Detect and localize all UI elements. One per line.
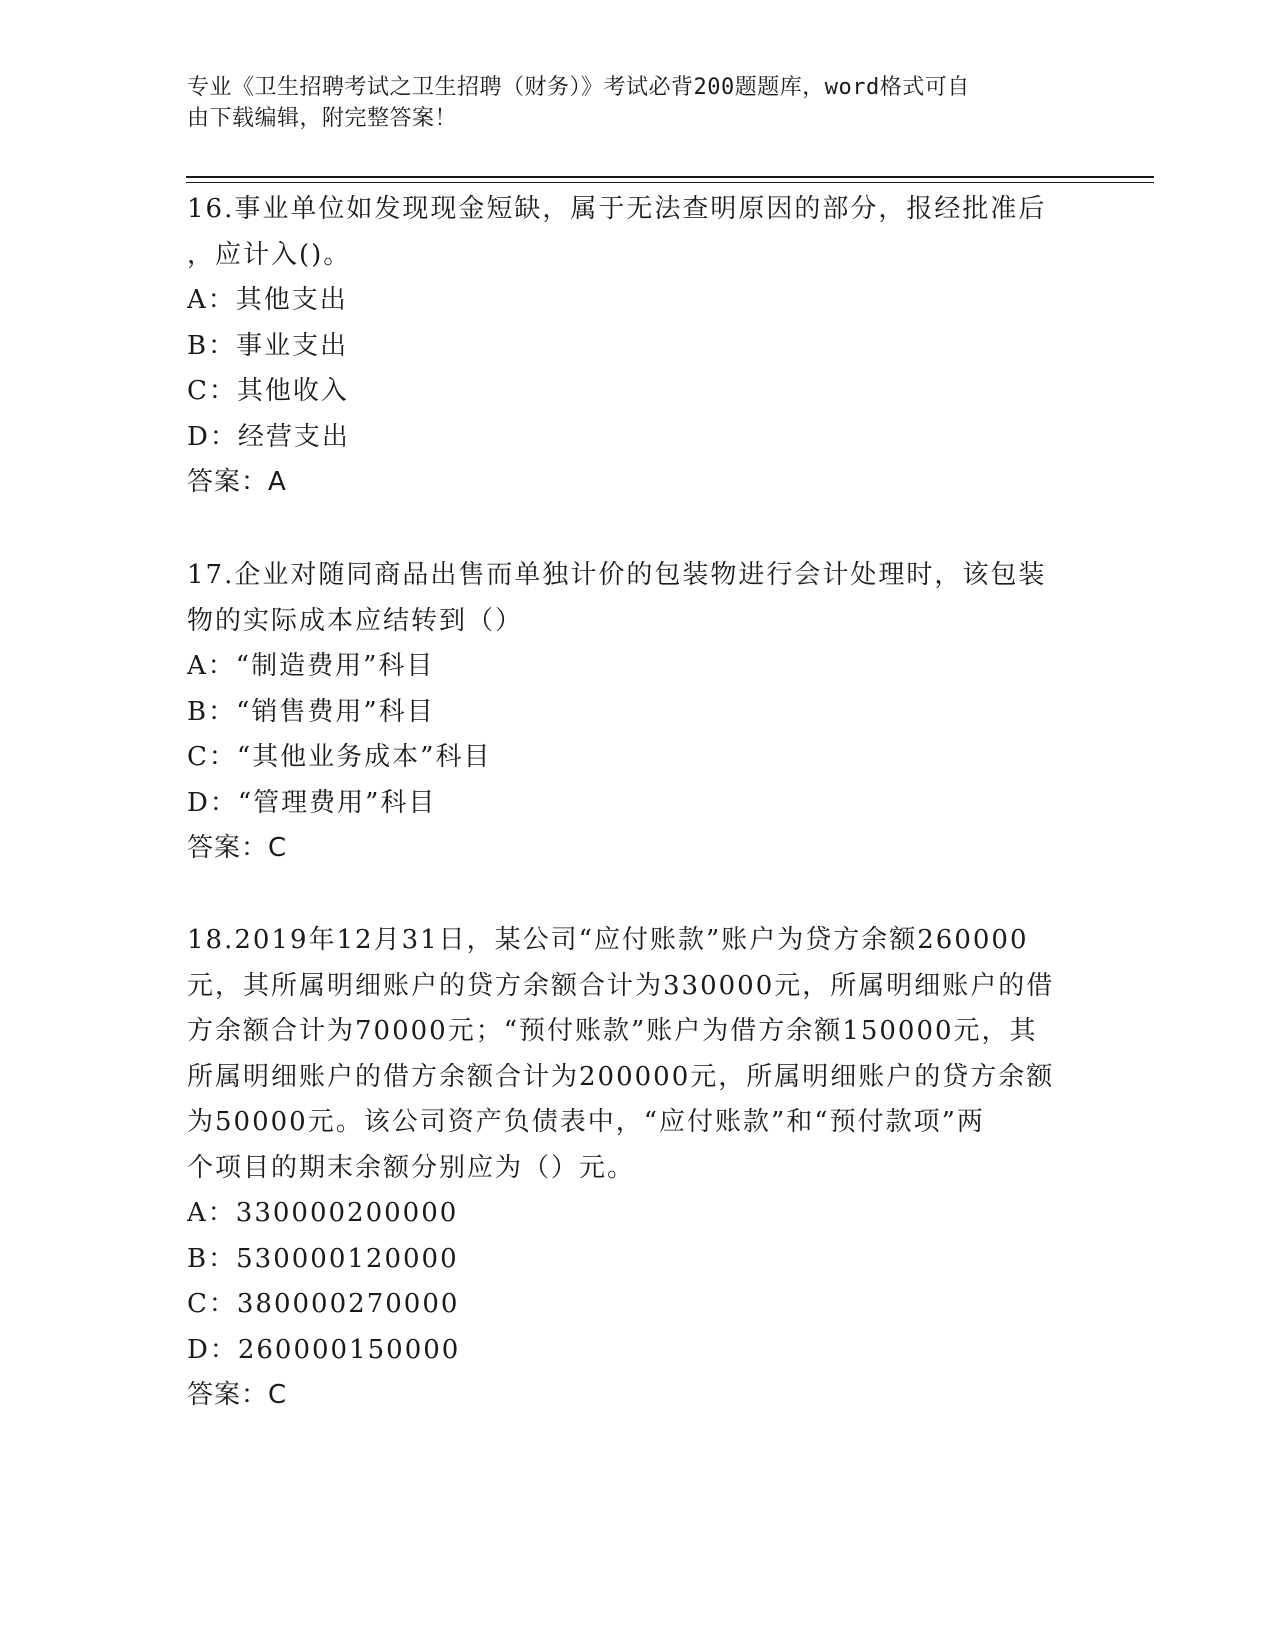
stem-line: 物的实际成本应结转到（）	[187, 605, 524, 636]
option-c: C：“其他业务成本”科目	[187, 742, 492, 772]
question-16	[187, 187, 1087, 506]
stem-line: 方余额合计为70000元；“预付账款”账户为借方余额150000元，其	[187, 1016, 1038, 1046]
option-b: B：事业支出	[187, 330, 349, 361]
question-stem	[187, 187, 1087, 278]
option-d: D：260000150000	[187, 1334, 461, 1365]
answer-line: 答案：C	[187, 833, 288, 863]
stem-line: 元，其所属明细账户的贷方余额合计为330000元，所属明细账户的借	[187, 970, 1055, 1001]
stem-line: 17.企业对随同商品出售而单独计价的包装物进行会计处理时，该包装	[187, 560, 1047, 590]
header-divider-thin	[186, 182, 1154, 183]
stem-line: 所属明细账户的借方余额合计为200000元，所属明细账户的贷方余额	[187, 1061, 1055, 1092]
option-c: C：其他收入	[187, 376, 349, 406]
question-17	[187, 553, 1087, 872]
question-18	[187, 918, 1087, 1419]
option-b: B：“销售费用”科目	[187, 696, 435, 727]
stem-line: 18.2019年12月31日，某公司“应付账款”账户为贷方余额260000	[187, 925, 1029, 955]
header-line-1: 专业《卫生招聘考试之卫生招聘（财务）》考试必背200题题库，word格式可自	[187, 75, 970, 100]
answer-line: 答案：C	[187, 1380, 288, 1410]
stem-line: 个项目的期末余额分别应为（）元。	[187, 1152, 636, 1183]
option-a: A：330000200000	[187, 1198, 459, 1228]
option-a: A：其他支出	[187, 285, 348, 315]
stem-line: 为50000元。该公司资产负债表中，“应付账款”和“预付款项”两	[187, 1107, 985, 1137]
question-stem	[187, 553, 1087, 644]
document-header	[187, 72, 1087, 134]
option-d: D：“管理费用”科目	[187, 787, 437, 818]
stem-line: 16.事业单位如发现现金短缺，属于无法查明原因的部分，报经批准后	[187, 194, 1047, 224]
option-c: C：380000270000	[187, 1289, 460, 1319]
header-line-2: 由下载编辑，附完整答案！	[187, 106, 458, 131]
option-d: D：经营支出	[187, 421, 350, 452]
answer-line: 答案：A	[187, 467, 287, 497]
option-a: A：“制造费用”科目	[187, 651, 435, 681]
stem-line: ，应计入()。	[187, 239, 352, 270]
option-b: B：530000120000	[187, 1243, 459, 1274]
header-divider-thick	[186, 176, 1154, 178]
question-stem	[187, 918, 1087, 1191]
